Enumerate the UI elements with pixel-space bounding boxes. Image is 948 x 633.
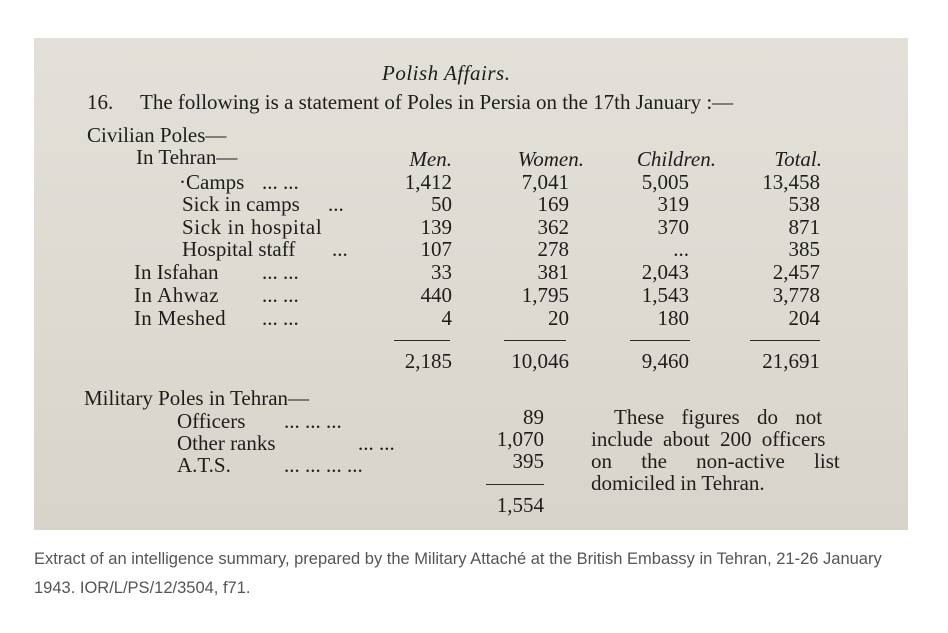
military-row-label: A.T.S.	[177, 453, 231, 477]
row-label: In Meshed	[134, 306, 226, 330]
paragraph-number: 16.	[87, 90, 114, 114]
cell-total: 2,457	[772, 260, 820, 284]
cell-children: 5,005	[641, 170, 689, 194]
military-row-leaders: ... ...	[358, 431, 395, 455]
cell-women: 278	[537, 237, 569, 261]
cell-children: 180	[657, 306, 689, 330]
cell-women: 1,795	[521, 283, 569, 307]
cell-women: 169	[537, 192, 569, 216]
note-line: domiciled in Tehran.	[591, 471, 765, 495]
total-children: 9,460	[641, 349, 689, 373]
document-photo	[34, 38, 908, 530]
row-leaders: ... ...	[262, 306, 299, 330]
note-line: These figures do not	[614, 405, 823, 429]
in-tehran-label: In Tehran—	[136, 145, 238, 169]
cell-children: 1,543	[641, 283, 689, 307]
column-header-women: Women.	[517, 147, 584, 171]
military-row-leaders: ... ... ... ...	[284, 453, 363, 477]
cell-total: 204	[788, 306, 820, 330]
sum-rule-men	[394, 340, 450, 341]
cell-men: 440	[420, 283, 452, 307]
intro-text: The following is a statement of Poles in Persia on the 17th January :—	[140, 90, 734, 114]
military-sum-rule	[486, 484, 544, 485]
military-value: 1,070	[496, 427, 544, 451]
row-leaders: ...	[332, 237, 348, 261]
cell-total: 538	[788, 192, 820, 216]
total-men: 2,185	[404, 349, 452, 373]
column-header-men: Men.	[409, 147, 452, 171]
cell-men: 4	[441, 306, 452, 330]
military-row-leaders: ... ... ...	[284, 409, 342, 433]
cell-men: 107	[420, 237, 452, 261]
sum-rule-children	[630, 340, 690, 341]
row-label: Hospital staff	[182, 237, 296, 261]
cell-men: 50	[431, 192, 452, 216]
cell-women: 7,041	[521, 170, 569, 194]
cell-children: 2,043	[641, 260, 689, 284]
military-value: 395	[512, 449, 544, 473]
row-leaders: ... ...	[262, 260, 299, 284]
image-caption: Extract of an intelligence summary, prepared by the Military Attaché at the British Embassy in Tehran, 21-26 January 1943. IOR/L/PS/12/3504, f71.	[34, 550, 882, 597]
cell-men: 139	[420, 215, 452, 239]
cell-total: 385	[788, 237, 820, 261]
cell-men: 33	[431, 260, 452, 284]
military-row-label: Other ranks	[177, 431, 276, 455]
cell-total: 871	[788, 215, 820, 239]
military-poles-label: Military Poles in Tehran—	[84, 386, 310, 410]
cell-children: 319	[657, 192, 689, 216]
note-line: on the non-active list	[591, 449, 840, 473]
cell-women: 362	[537, 215, 569, 239]
total-total: 21,691	[762, 349, 820, 373]
cell-total: 13,458	[762, 170, 820, 194]
cell-total: 3,778	[772, 283, 820, 307]
row-label: Sick in hospital	[182, 215, 323, 239]
row-leaders: ... ...	[262, 170, 299, 194]
military-row-label: Officers	[177, 409, 246, 433]
cell-men: 1,412	[404, 170, 452, 194]
civilian-poles-label: Civilian Poles—	[87, 123, 227, 147]
total-women: 10,046	[511, 349, 569, 373]
column-header-total: Total.	[774, 147, 822, 171]
row-leaders: ...	[328, 192, 344, 216]
cell-children: 370	[657, 215, 689, 239]
document-heading: Polish Affairs.	[382, 61, 511, 85]
military-total: 1,554	[496, 493, 544, 517]
cell-women: 20	[548, 306, 569, 330]
row-label: Sick in camps	[182, 192, 300, 216]
row-label: In Isfahan	[134, 260, 219, 284]
column-header-children: Children.	[636, 147, 716, 171]
row-label: ·Camps	[179, 170, 245, 194]
note-line: include about 200 officers	[591, 427, 826, 451]
row-leaders: ... ...	[262, 283, 299, 307]
military-value: 89	[523, 405, 544, 429]
cell-women: 381	[537, 260, 569, 284]
sum-rule-total	[750, 340, 820, 341]
row-label: In Ahwaz	[134, 283, 220, 307]
sum-rule-women	[504, 340, 566, 341]
cell-children: ...	[673, 237, 689, 261]
